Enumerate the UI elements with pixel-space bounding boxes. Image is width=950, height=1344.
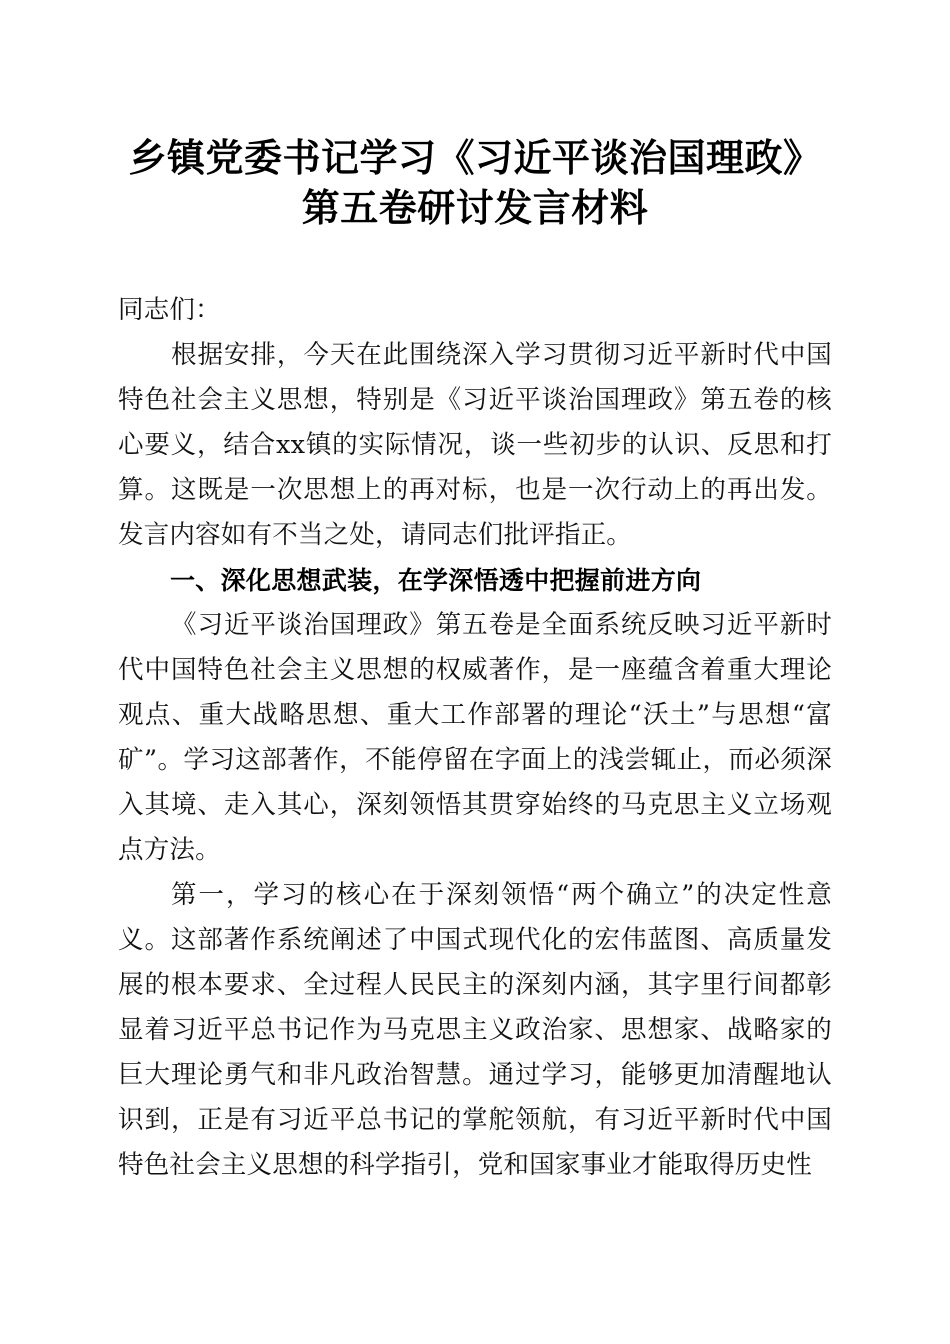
paragraph-section1-b: 第一，学习的核心在于深刻领悟“两个确立”的决定性意义。这部著作系统阐述了中国式现代化的宏伟蓝图、高质量发展的根本要求、全过程人民民主的深刻内涵，其字里行间都彰显着习近平总书记作为马克思主义政治家、思想家、战略家的巨大理论勇气和非凡政治智慧。通过学习，能够更加清醒地认识到，正是有习近平总书记的掌舵领航，有习近平新时代中国特色社会主义思想的科学指引，党和国家事业才能取得历史性 — [118, 880, 832, 1180]
salutation: 同志们： — [118, 295, 221, 325]
page-title: 乡镇党委书记学习《习近平谈治国理政》第五卷研讨发言材料 — [128, 135, 822, 230]
paragraph-intro: 根据安排，今天在此围绕深入学习贯彻习近平新时代中国特色社会主义思想，特别是《习近平谈治国理政》第五卷的核心要义，结合xx镇的实际情况，谈一些初步的认识、反思和打算。这既是一次思想上的再对标，也是一次行动上的再出发。发言内容如有不当之处，请同志们批评指正。 — [118, 340, 832, 550]
section-heading-1: 一、深化思想武装，在学深悟透中把握前进方向 — [170, 566, 702, 595]
paragraph-section1-a: 《习近平谈治国理政》第五卷是全面系统反映习近平新时代中国特色社会主义思想的权威著作，是一座蕴含着重大理论观点、重大战略思想、重大工作部署的理论“沃土”与思想“富矿”。学习这部著作，不能停留在字面上的浅尝辄止，而必须深入其境、走入其心，深刻领悟其贯穿始终的马克思主义立场观点方法。 — [118, 610, 832, 865]
title-body-spacer — [118, 233, 832, 288]
document-body — [118, 0, 832, 1188]
